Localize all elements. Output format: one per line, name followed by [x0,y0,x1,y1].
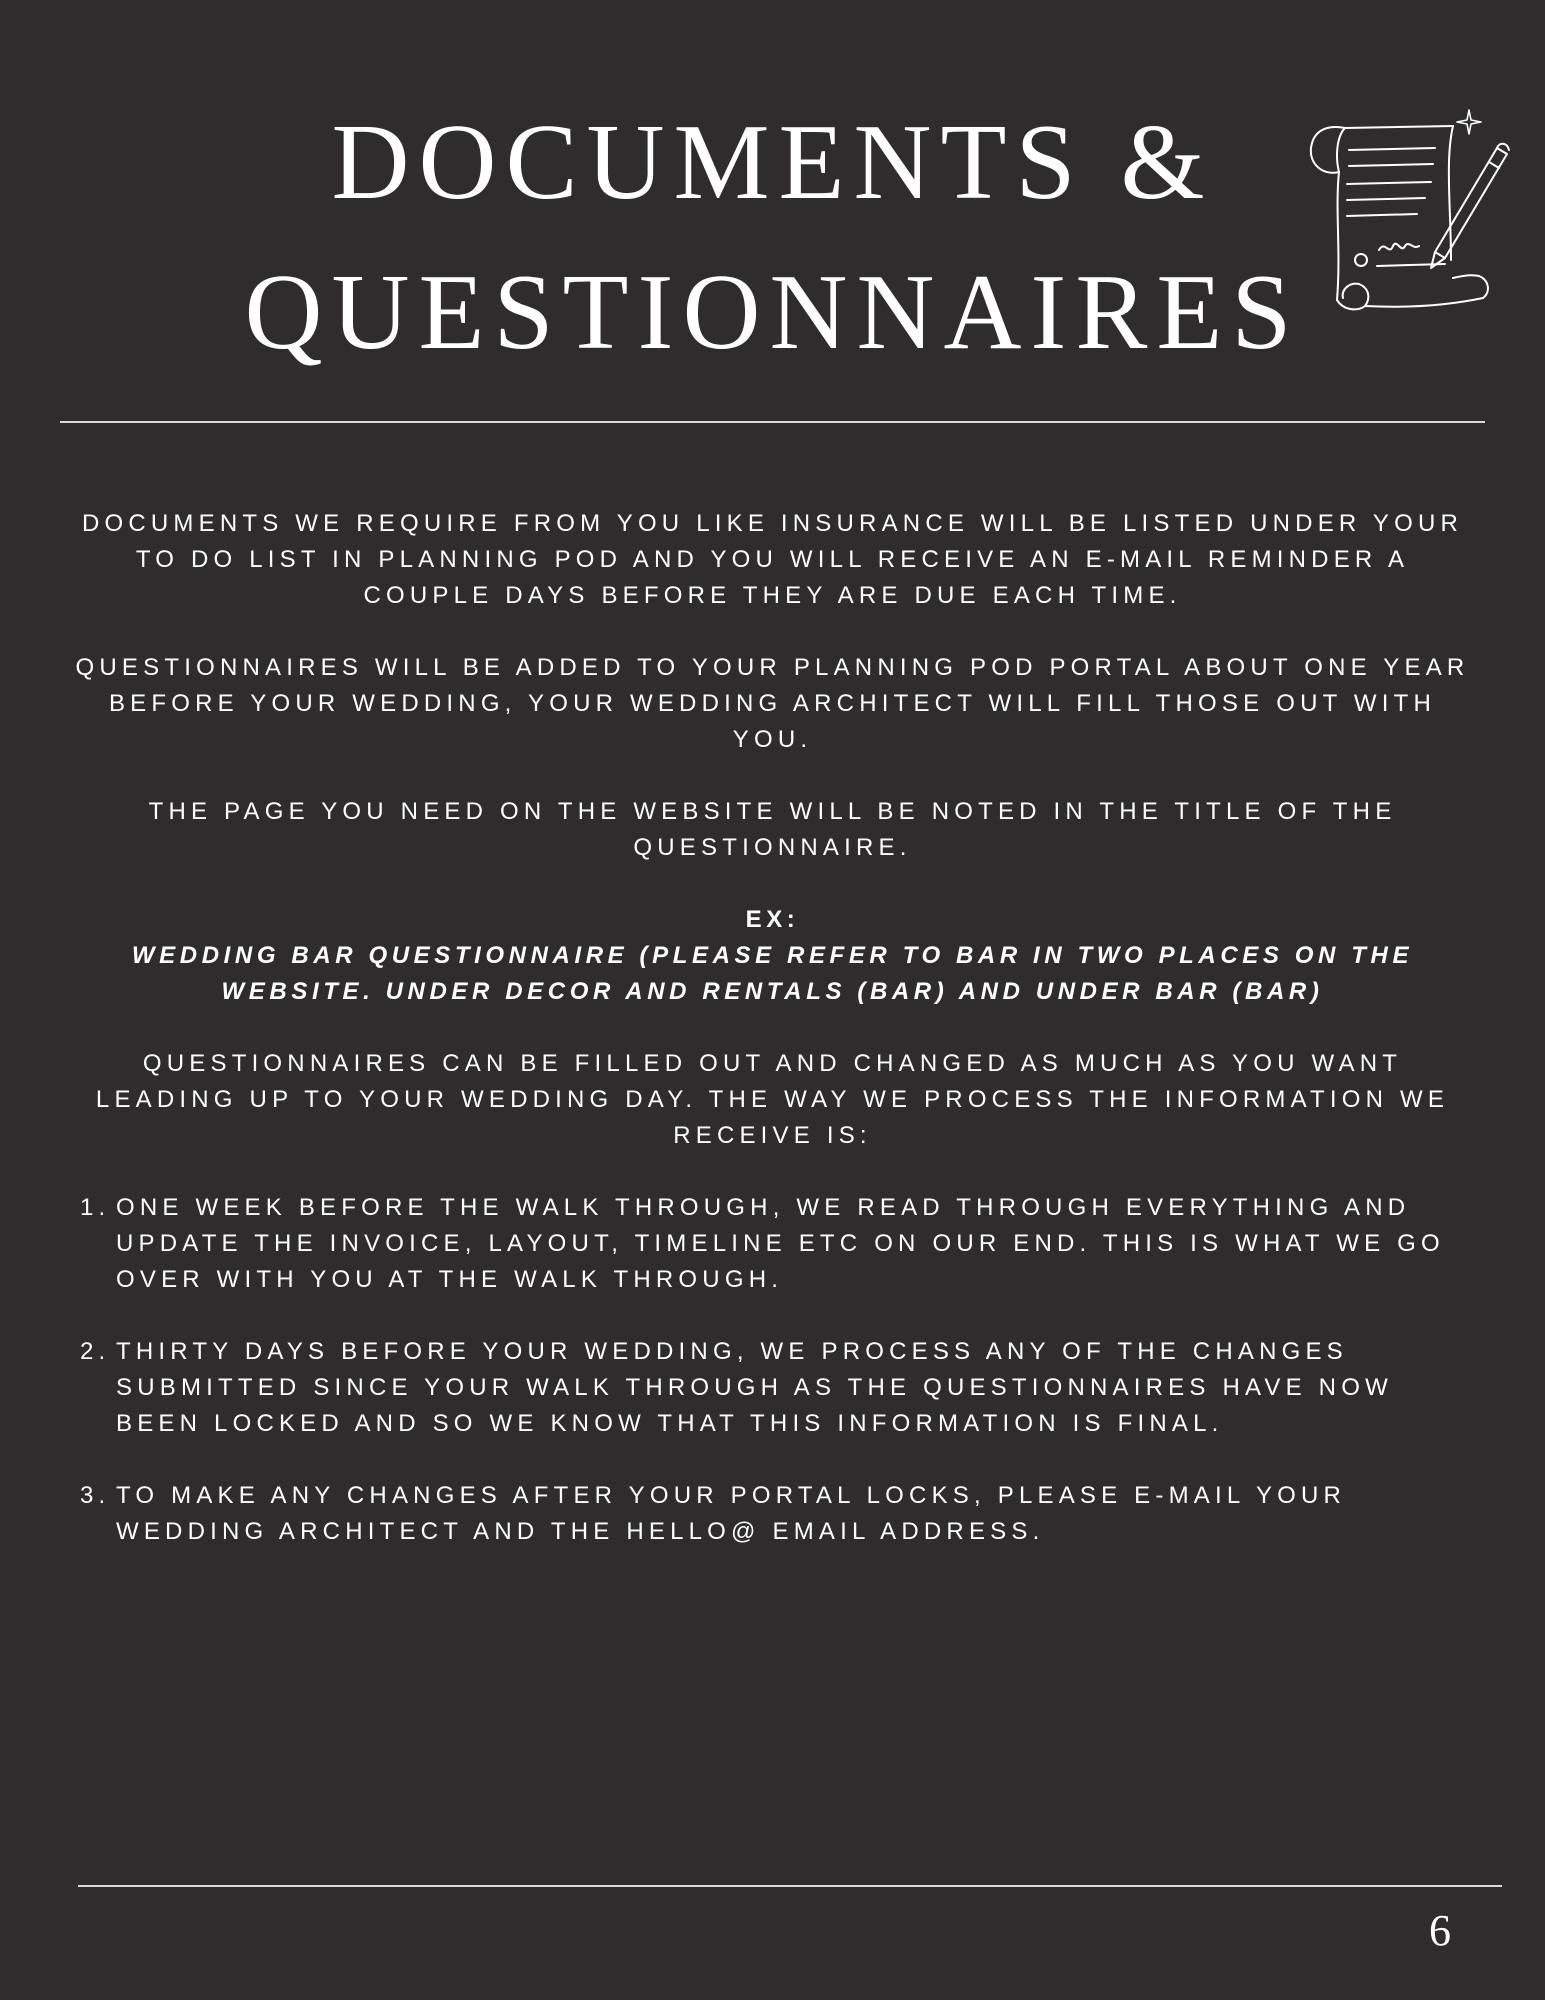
paragraph-documents: DOCUMENTS WE REQUIRE FROM YOU LIKE INSURANCE WILL BE LISTED UNDER YOUR TO DO LIST IN PLANNING POD AND YOU WILL RECEIVE AN E-MAIL REMINDER A COUPLE DAYS BEFORE THEY ARE DUE EACH TIME. [81,510,1464,609]
body-content [70,506,1475,1586]
process-steps-list [70,1190,1475,1550]
top-divider [60,421,1485,423]
paragraph-questionnaires: QUESTIONNAIRES WILL BE ADDED TO YOUR PLANNING POD PORTAL ABOUT ONE YEAR BEFORE YOUR WEDDING, YOUR WEDDING ARCHITECT WILL FILL THOSE OUT WITH YOU. [75,654,1470,753]
list-item [70,1478,1475,1550]
list-item [70,1190,1475,1298]
list-item-text: THIRTY DAYS BEFORE YOUR WEDDING, WE PROCESS ANY OF THE CHANGES SUBMITTED SINCE YOUR WALK THROUGH AS THE QUESTIONNAIRES HAVE NOW BEEN LOCKED AND SO WE KNOW THAT THIS INFORMATION IS FINAL. [116,1338,1393,1437]
list-item-number: 2. [80,1338,111,1365]
list-item-text: TO MAKE ANY CHANGES AFTER YOUR PORTAL LOCKS, PLEASE E-MAIL YOUR WEDDING ARCHITECT AND THE HELLO@ EMAIL ADDRESS. [116,1482,1347,1545]
paragraph-process: QUESTIONNAIRES CAN BE FILLED OUT AND CHANGED AS MUCH AS YOU WANT LEADING UP TO YOUR WEDDING DAY. THE WAY WE PROCESS THE INFORMATION WE RECEIVE IS: [95,1050,1450,1149]
bottom-divider [78,1885,1502,1887]
title-line-2: QUESTIONNAIRES [244,253,1301,372]
scroll-with-pen-icon [1285,100,1515,320]
paragraph-website-page: THE PAGE YOU NEED ON THE WEBSITE WILL BE NOTED IN THE TITLE OF THE QUESTIONNAIRE. [148,798,1397,861]
list-item-text: ONE WEEK BEFORE THE WALK THROUGH, WE READ THROUGH EVERYTHING AND UPDATE THE INVOICE, LAYOUT, TIMELINE ETC ON OUR END. THIS IS WHAT WE GO OVER WITH YOU AT THE WALK THROUGH. [116,1194,1445,1293]
list-item-number: 3. [80,1482,111,1509]
list-item-number: 1. [80,1194,111,1221]
title-line-1: DOCUMENTS & [331,103,1214,222]
example-label: EX: [745,906,800,933]
example-block [70,902,1475,1010]
list-item [70,1334,1475,1442]
page-number: 6 [1429,1906,1451,1955]
example-text: WEDDING BAR QUESTIONNAIRE (PLEASE REFER TO BAR IN TWO PLACES ON THE WEBSITE. UNDER DECOR AND RENTALS (BAR) AND UNDER BAR (BAR) [131,942,1414,1005]
